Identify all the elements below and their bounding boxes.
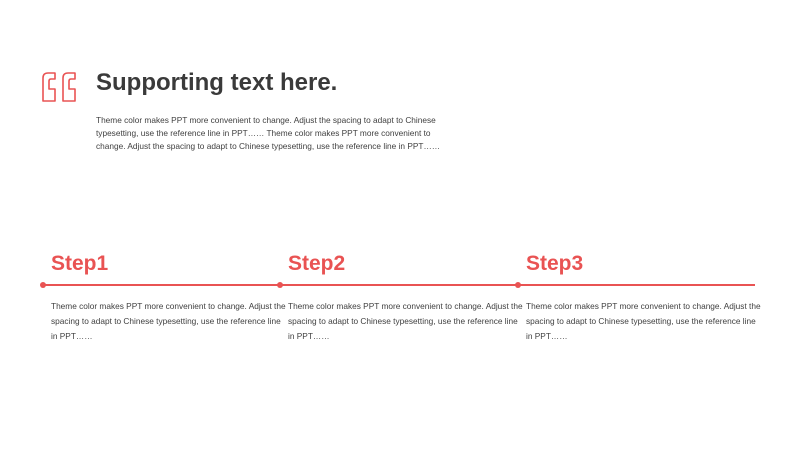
step-3-title: Step3 (526, 252, 584, 275)
quote-icon (41, 72, 78, 102)
step-1-description: Theme color makes PPT more convenient to change. Adjust the spacing to adapt to Chinese typesetting, use the reference line in PPT…… (51, 301, 286, 341)
page-title: Supporting text here. (96, 69, 338, 96)
step-2-title: Step2 (288, 252, 346, 275)
step-2-description: Theme color makes PPT more convenient to change. Adjust the spacing to adapt to Chinese typesetting, use the reference line in PPT…… (288, 301, 523, 341)
timeline-dot-3 (515, 282, 521, 288)
timeline-line (43, 284, 755, 286)
timeline-dot-1 (40, 282, 46, 288)
step-3-description: Theme color makes PPT more convenient to change. Adjust the spacing to adapt to Chinese typesetting, use the reference line in PPT…… (526, 301, 761, 341)
intro-text: Theme color makes PPT more convenient to change. Adjust the spacing to adapt to Chinese typesetting, use the reference line in PPT…… Theme color makes PPT more convenient to change. Adjust the spacing to adapt to Chinese typesetting, use the reference line in PPT…… (96, 115, 441, 151)
timeline-dot-2 (277, 282, 283, 288)
step-1-title: Step1 (51, 252, 109, 275)
